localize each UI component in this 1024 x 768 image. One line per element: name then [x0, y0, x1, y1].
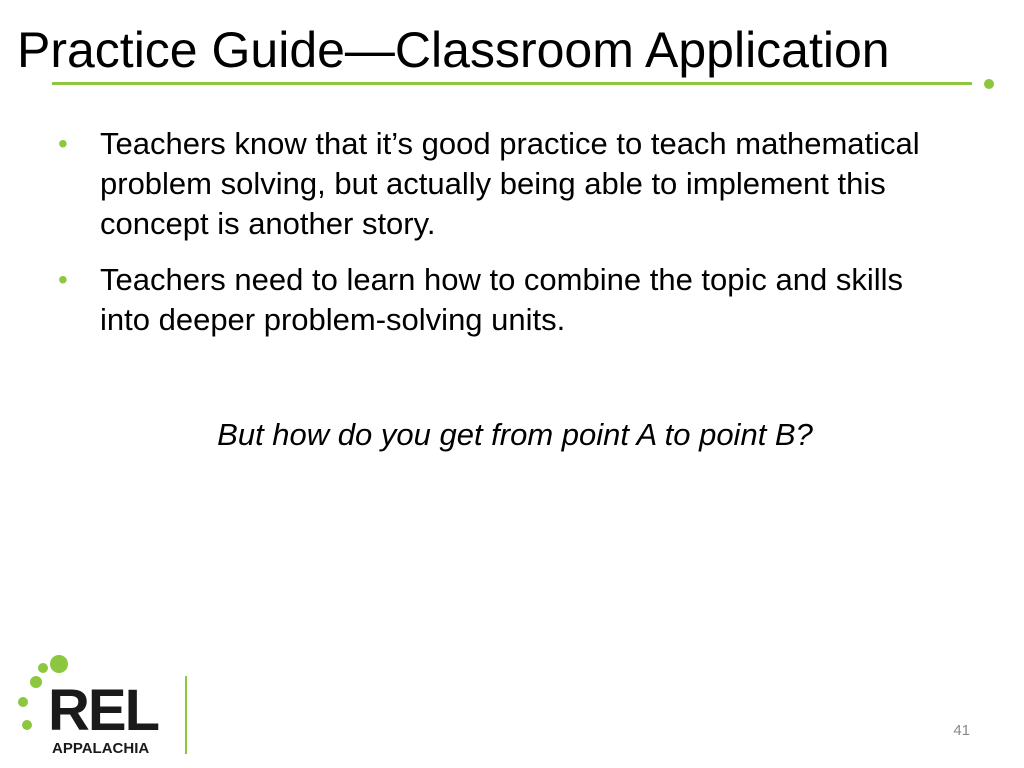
bullet-item: [58, 260, 938, 340]
logo-dot-icon: [30, 676, 42, 688]
closing-question: But how do you get from point A to point B?: [217, 417, 813, 452]
logo-divider: [185, 676, 187, 754]
slide-title: Practice Guide—Classroom Application: [17, 22, 890, 78]
logo-wordmark: REL: [48, 678, 158, 743]
logo-subtitle: APPALACHIA: [52, 740, 150, 757]
bullet-item: [58, 124, 938, 244]
logo-graphic: [14, 652, 204, 758]
bullet-text: Teachers know that it’s good practice to teach mathematical problem solving, but actually being able to implement this concept is another story.: [100, 126, 920, 241]
bullet-list: [58, 124, 938, 356]
bullet-marker: •: [58, 128, 68, 159]
logo-dot-icon: [50, 655, 68, 673]
logo-dot-icon: [18, 697, 28, 707]
title-underline-dot: [984, 79, 994, 89]
bullet-marker: •: [58, 264, 68, 295]
logo-dot-icon: [22, 720, 32, 730]
logo-dot-icon: [38, 663, 48, 673]
page-number: 41: [953, 722, 970, 739]
title-underline: [52, 82, 972, 85]
rel-appalachia-logo: [14, 652, 204, 758]
bullet-text: Teachers need to learn how to combine the topic and skills into deeper problem-solving units.: [100, 262, 904, 337]
